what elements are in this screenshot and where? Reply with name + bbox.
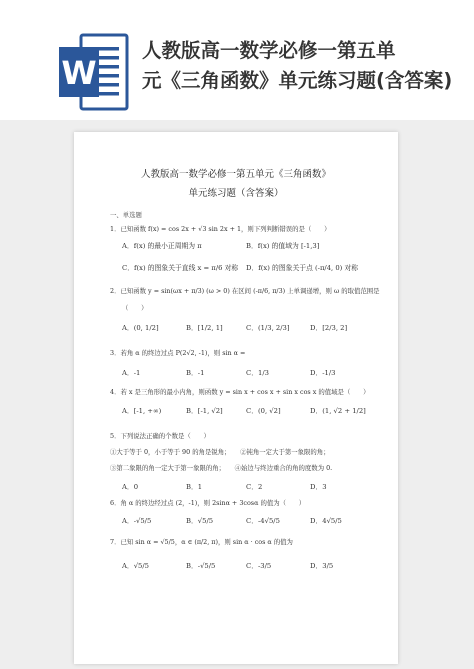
q5-option-d: D．3 [310,483,327,491]
question-2-paren: （ ） [122,304,148,312]
q1-option-c: C．f(x) 的图象关于直线 x = π/6 对称 [122,264,239,272]
q4-option-b: B．[-1, √2] [186,407,223,415]
q1-option-b: B．f(x) 的值域为 [-1,3] [246,242,320,250]
q6-option-c: C．-4√5/5 [246,517,280,525]
question-1: 1．已知函数 f(x) = cos 2x + √3 sin 2x + 1，则下列判断错误的是（ ） [110,225,331,233]
word-document-icon [59,33,129,111]
q5-statement-2: ③第二象限的角一定大于第一象限的角； ④始边与终边重合的角的度数为 0. [110,464,333,472]
word-icon-letter: W [61,54,97,92]
q2-option-c: C．(1/3, 2/3] [246,324,290,332]
q2-option-d: D．[2/3, 2] [310,324,348,332]
q3-option-b: B．-1 [186,369,205,377]
question-7: 7．已知 sin α = √5/5，α ∈ (π/2, π)，则 sin α · cos α 的值为 [110,538,293,546]
q4-option-d: D．(1, √2 + 1/2] [310,407,366,415]
doc-title: 人教版高一数学必修一第五单元《三角函数》 [140,169,331,180]
question-3: 3．若角 α 的终边过点 P(2√2, -1)，则 sin α = [110,349,246,357]
q5-statement-1: ①大于等于 0，小于等于 90 的角是锐角； ②钝角一定大于第一象限的角； [110,448,330,456]
q6-option-b: B．√5/5 [186,517,214,525]
question-2: 2．已知函数 y = sin(ωx + π/3) (ω > 0) 在区间 (-π/6, π/3) 上单调递增，则 ω 的取值范围是 [110,287,380,295]
q2-option-a: A．(0, 1/2] [122,324,159,332]
q3-option-d: D．-1/3 [310,369,336,377]
q5-option-b: B．1 [186,483,203,491]
title-line-2: 元《三角函数》单元练习题(含答案) [142,69,453,92]
document-page [74,132,398,664]
q2-option-b: B．[1/2, 1] [186,324,223,332]
question-4: 4．若 x 是三角形的最小内角，则函数 y = sin x + cos x + sin x cos x 的值域是（ ） [110,388,370,396]
q3-option-c: C．1/3 [246,369,269,377]
q3-option-a: A．-1 [122,369,141,377]
q5-option-c: C．2 [246,483,263,491]
doc-subtitle: 单元练习题（含答案） [188,188,284,199]
q6-option-a: A．-√5/5 [122,517,152,525]
question-5: 5．下列说法正确的个数是（ ） [110,432,210,440]
section-heading: 一、单选题 [110,211,142,219]
q1-option-d: D．f(x) 的图象关于点 (-π/4, 0) 对称 [246,264,359,272]
page-title [142,36,468,96]
q5-option-a: A．0 [122,483,139,491]
q4-option-a: A．[-1, +∞) [122,407,162,415]
title-line-1: 人教版高一数学必修一第五单 [142,39,396,62]
q7-option-b: B．-√5/5 [186,562,216,570]
q7-option-d: D．3/5 [310,562,334,570]
question-6: 6．角 α 的终边经过点 (2，-1)，则 2sinα + 3cosα 的值为（ ） [110,499,306,507]
q7-option-c: C．-3/5 [246,562,272,570]
q6-option-d: D．4√5/5 [310,517,342,525]
q7-option-a: A．√5/5 [122,562,149,570]
q1-option-a: A．f(x) 的最小正周期为 π [122,242,202,250]
header-banner [0,0,474,120]
q4-option-c: C．(0, √2] [246,407,281,415]
